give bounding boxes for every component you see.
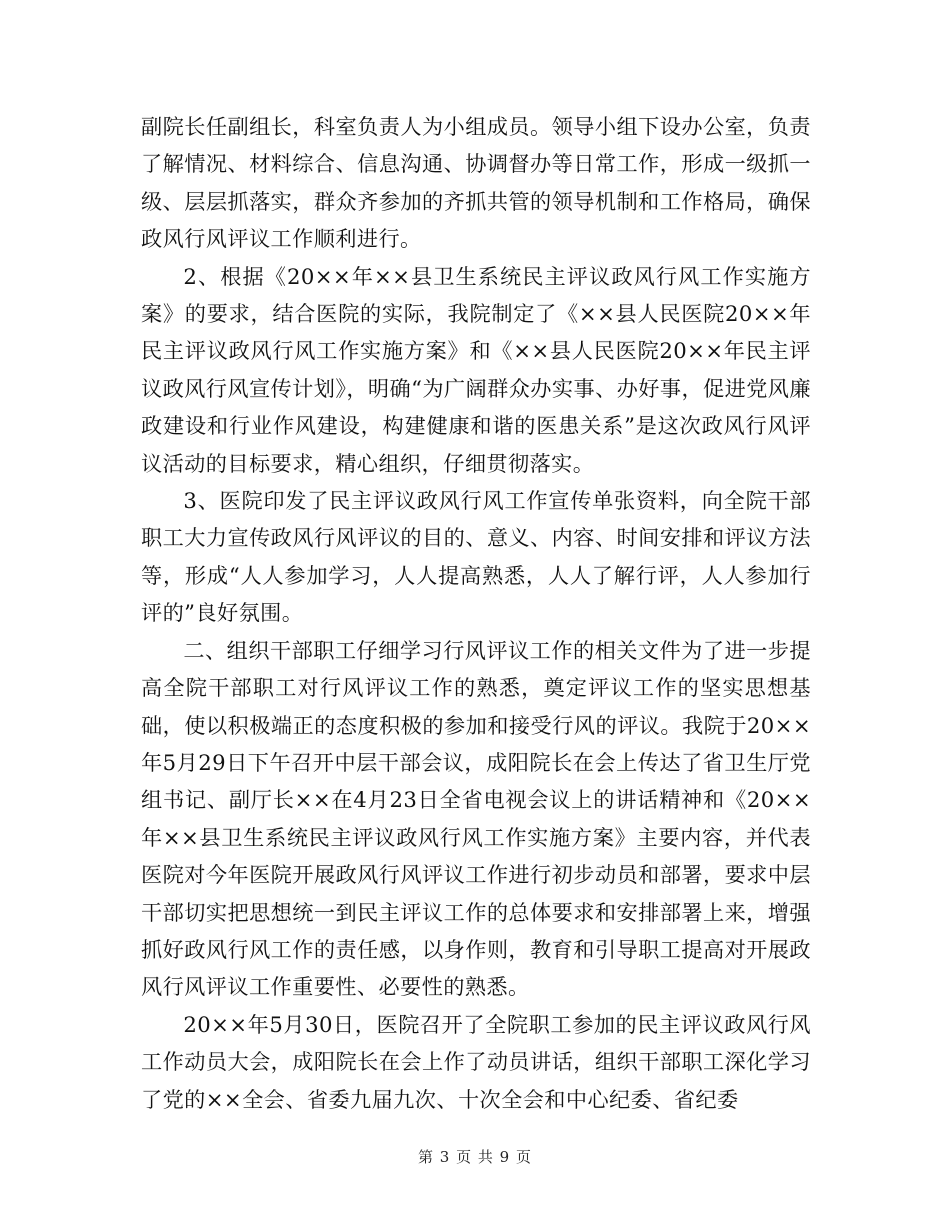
document-body bbox=[141, 108, 811, 1118]
page-number-footer: 第 3 页 共 9 页 bbox=[418, 1148, 532, 1166]
paragraph-continued: 副院长任副组长，科室负责人为小组成员。领导小组下设办公室，负责了解情况、材料综合、信息沟通、协调督办等日常工作，形成一级抓一级、层层抓落实，群众齐参加的齐抓共管的领导机制和工作格局，确保政风行风评议工作顺利进行。 bbox=[141, 114, 811, 252]
paragraph-item-3: 3、医院印发了民主评议政风行风工作宣传单张资料，向全院干部职工大力宣传政风行风评议的目的、意义、内容、时间安排和评议方法等，形成“人人参加学习，人人提高熟悉，人人了解行评，人人参加行评的”良好氛围。 bbox=[141, 488, 811, 626]
paragraph-section-two: 二、组织干部职工仔细学习行风评议工作的相关文件为了进一步提高全院干部职工对行风评议工作的熟悉，奠定评议工作的坚实思想基础，使以积极端正的态度积极的参加和接受行风的评议。我院于20××年5月29日下午召开中层干部会议，成阳院长在会上传达了省卫生厅党组书记、副厅长××在4月23日全省电视会议上的讲话精神和《20××年××县卫生系统民主评议政风行风工作实施方案》主要内容，并代表医院对今年医院开展政风行风评议工作进行初步动员和部署，要求中层干部切实把思想统一到民主评议工作的总体要求和安排部署上来，增强抓好政风行风工作的责任感，以身作则，教育和引导职工提高对开展政风行风评议工作重要性、必要性的熟悉。 bbox=[141, 637, 811, 1000]
paragraph-mobilization-meeting: 20××年5月30日，医院召开了全院职工参加的民主评议政风行风工作动员大会，成阳院长在会上作了动员讲话，组织干部职工深化学习了党的××全会、省委九届九次、十次全会和中心纪委、省纪委 bbox=[141, 1011, 811, 1112]
paragraph-item-2: 2、根据《20××年××县卫生系统民主评议政风行风工作实施方案》的要求，结合医院的实际，我院制定了《××县人民医院20××年民主评议政风行风工作实施方案》和《××县人民医院20××年民主评议政风行风宣传计划》，明确“为广阔群众办实事、办好事，促进党风廉政建设和行业作风建设，构建健康和谐的医患关系”是这次政风行风评议活动的目标要求，精心组织，仔细贯彻落实。 bbox=[141, 263, 811, 476]
